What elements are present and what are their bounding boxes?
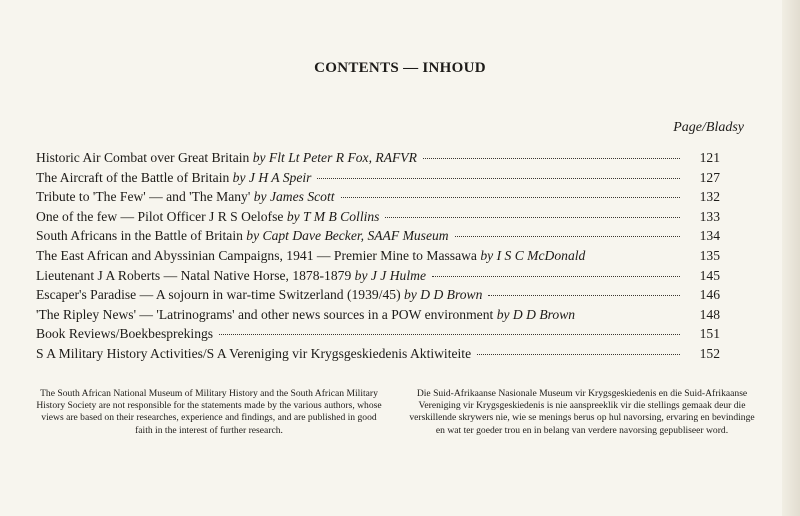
dot-leader — [432, 276, 680, 277]
toc-entry — [36, 326, 720, 346]
dot-leader — [317, 178, 680, 179]
toc-entry-page: 145 — [699, 267, 720, 283]
toc-entry-title: Tribute to 'The Few' — and 'The Many' by James Scott — [36, 189, 335, 205]
toc-entry-page: 132 — [699, 189, 720, 205]
toc-entry-title: Historic Air Combat over Great Britain by Flt Lt Peter R Fox, RAFVR — [36, 150, 417, 165]
dot-leader — [219, 334, 680, 335]
toc-entry-author: by T M B Collins — [286, 208, 380, 224]
toc-entry-title: South Africans in the Battle of Britain by Capt Dave Becker, SAAF Museum — [36, 228, 449, 244]
toc-entry-title: The Aircraft of the Battle of Britain by J H A Speir — [36, 169, 312, 185]
disclaimer-afrikaans: Die Suid-Afrikaanse Nasionale Museum vir Krygsgeskiedenis en die Suid-Afrikaanse Vereniging vir Krygsgeskiedenis is nie aanspreeklik vir die stellings gemaak deur die verskillende skrywers nie, wie se menings berus op hul navorsing, ervaring en bevindinge en wat ter goeder trou en in belang van verdere navorsing gepubliseer word. — [409, 388, 755, 436]
toc-entry — [36, 189, 720, 209]
toc-entry-title: 'The Ripley News' — 'Latrinograms' and other news sources in a POW environment by D D Brown — [36, 306, 576, 322]
toc-entry-page: 127 — [699, 169, 720, 185]
toc-entry-page: 134 — [699, 228, 720, 244]
dot-leader — [477, 354, 680, 355]
toc-entry-title: Escaper's Paradise — A sojourn in war-time Switzerland (1939/45) by D D Brown — [36, 287, 483, 303]
toc-entry — [36, 170, 720, 190]
toc-entry-author: by J J Hulme — [354, 267, 426, 283]
toc-entry-author: by D D Brown — [404, 287, 483, 303]
toc-entry-page: 133 — [699, 208, 720, 224]
table-of-contents — [36, 150, 720, 366]
toc-entry — [36, 228, 720, 248]
toc-entry — [36, 287, 720, 307]
toc-entry — [36, 209, 720, 229]
toc-entry-page: 151 — [699, 326, 720, 342]
dot-leader — [385, 217, 680, 218]
toc-entry-author: by J H A Speir — [232, 169, 312, 185]
toc-entry — [36, 346, 720, 366]
toc-entry-author: by I S C McDonald — [480, 247, 586, 263]
toc-entry — [36, 248, 720, 268]
toc-entry-page: 148 — [699, 306, 720, 322]
page-column-header: Page/Bladsy — [673, 120, 744, 135]
toc-entry-author: by Flt Lt Peter R Fox, RAFVR — [252, 150, 417, 165]
page-title: CONTENTS — INHOUD — [314, 60, 486, 76]
dot-leader — [423, 158, 680, 159]
toc-entry-title: S A Military History Activities/S A Vereniging vir Krygsgeskiedenis Aktiwiteite — [36, 345, 472, 361]
dot-leader — [488, 295, 680, 296]
toc-entry-title: The East African and Abyssinian Campaigns, 1941 — Premier Mine to Massawa by I S C McDonald — [36, 247, 586, 263]
toc-entry-author: by D D Brown — [496, 306, 576, 322]
toc-entry — [36, 307, 720, 327]
toc-entry-page: 146 — [699, 287, 720, 303]
toc-entry-title: One of the few — Pilot Officer J R S Oelofse by T M B Collins — [36, 208, 380, 224]
toc-entry-title: Book Reviews/Boekbesprekings — [36, 326, 214, 342]
dot-leader — [455, 236, 680, 237]
toc-entry — [36, 150, 720, 170]
page-edge-shadow — [782, 0, 800, 516]
toc-entry-author: by James Scott — [253, 189, 335, 205]
toc-entry-page: 121 — [699, 150, 720, 165]
toc-entry-page: 152 — [699, 345, 720, 361]
toc-entry-author: by Capt Dave Becker, SAAF Museum — [246, 228, 449, 244]
toc-entry-title: Lieutenant J A Roberts — Natal Native Horse, 1878-1879 by J J Hulme — [36, 267, 426, 283]
disclaimer-english: The South African National Museum of Military History and the South African Military History Society are not responsible for the statements made by the various authors, whose views are based on their researches, experience and findings, and are published in good faith in the interest of further research. — [36, 388, 382, 436]
toc-entry-page: 135 — [699, 247, 720, 263]
toc-entry — [36, 268, 720, 288]
dot-leader — [341, 197, 681, 198]
